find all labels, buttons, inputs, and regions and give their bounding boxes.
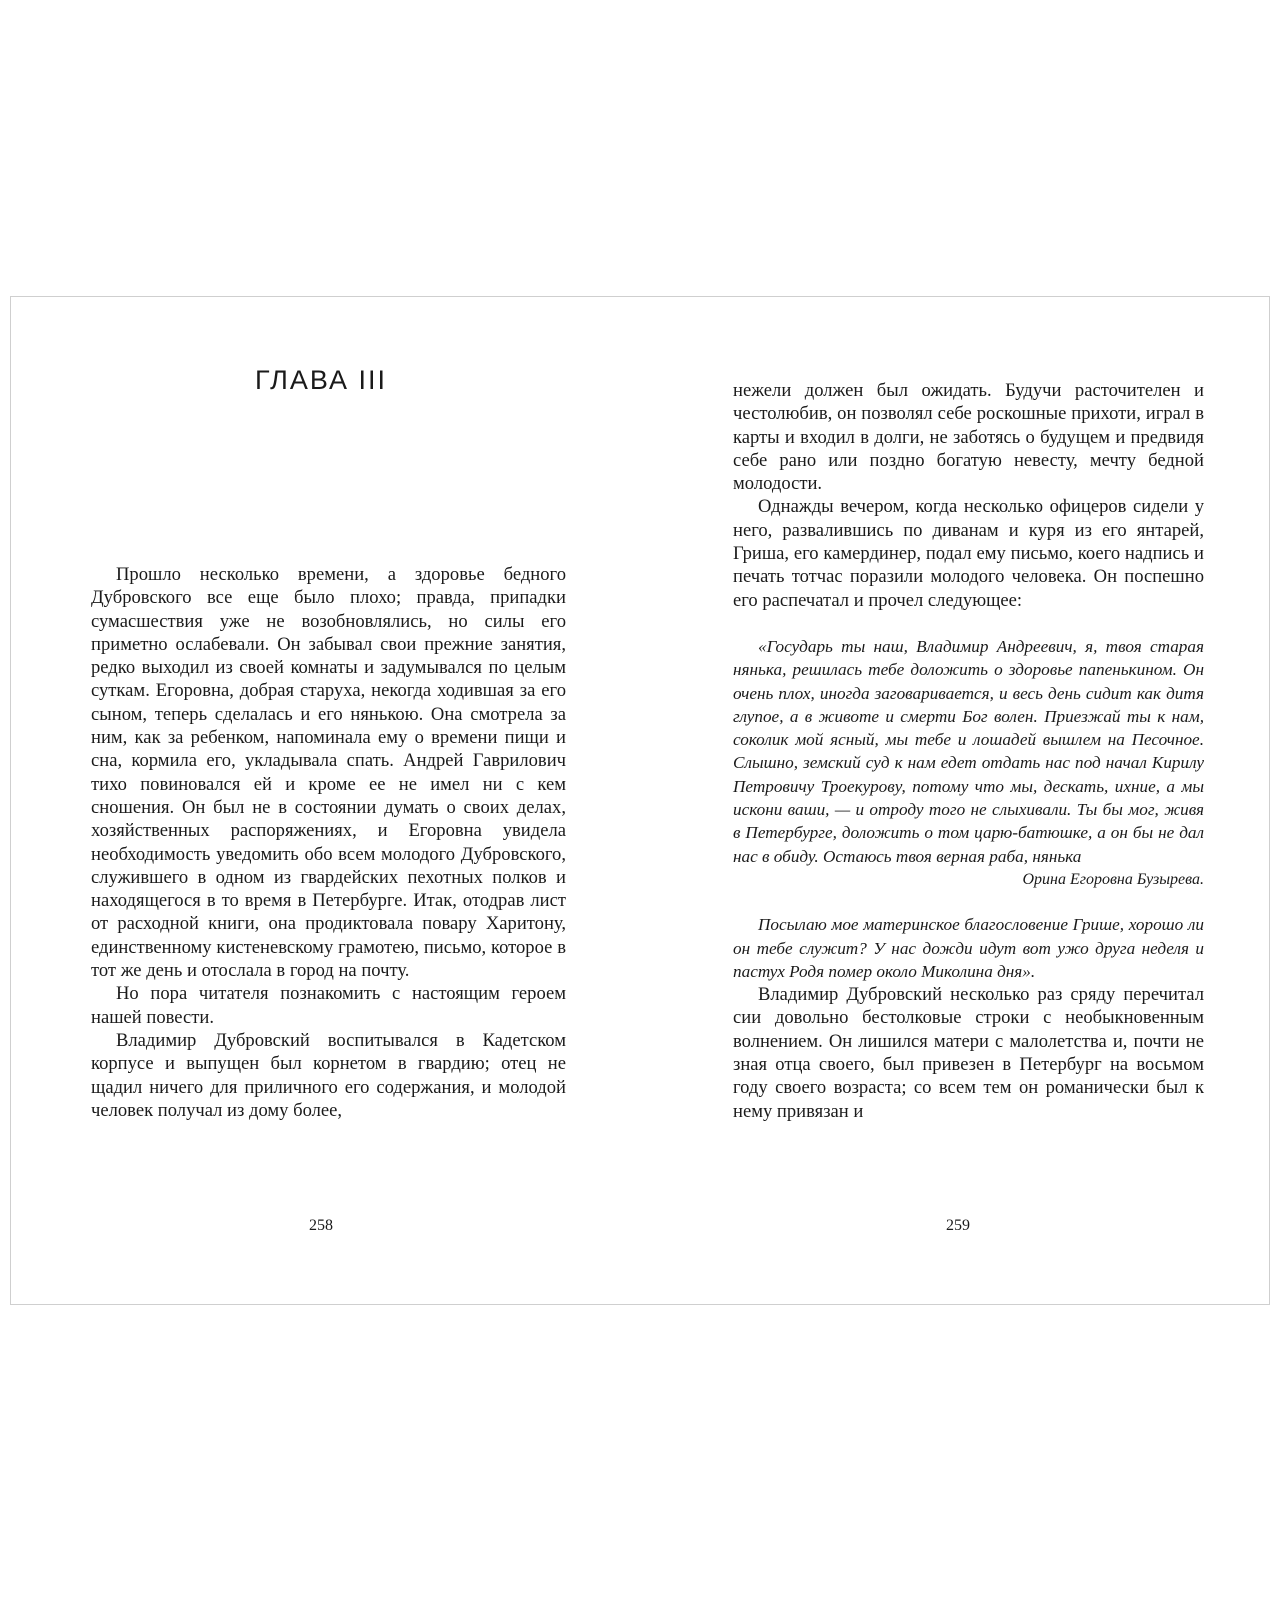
paragraph: Однажды вечером, когда несколько офицеров сидели у него, развалившись по диванам и куря из его янтарей, Гриша, его камердинер, подал ему письмо, коего надпись и печать тотчас поразили молодого человека. Он поспешно его распечатал и прочел следующее: bbox=[733, 496, 1204, 611]
letter-postscript bbox=[733, 913, 1204, 983]
left-page bbox=[11, 297, 641, 1304]
page-number-right: 259 bbox=[946, 1217, 970, 1234]
letter-signature: Орина Егоровна Бузырева. bbox=[1022, 870, 1204, 888]
right-page-text bbox=[733, 379, 1204, 1123]
paragraph: Владимир Дубровский воспитывался в Кадетском корпусе и выпущен был корнетом в гвардию; отец не щадил ничего для приличного его содержания, и молодой человек получал из дому более, bbox=[91, 1029, 566, 1121]
chapter-title: ГЛАВА III bbox=[255, 365, 387, 395]
paragraph: Владимир Дубровский несколько раз сряду перечитал сии довольно бестолковые строки с необыкновенным волнением. Он лишился матери с малолетства и, почти не зная отца своего, был привезен в Петербург на восьмом году своего возраста; со всем тем он романически был к нему привязан и bbox=[733, 984, 1204, 1122]
paragraph-continuation: нежели должен был ожидать. Будучи расточителен и честолюбив, он позволял себе роскошные прихоти, играл в карты и входил в долги, не заботясь о будущем и предвидя себе рано или поздно богатую невесту, мечту бедной молодости. bbox=[733, 380, 1204, 495]
letter-body: «Государь ты наш, Владимир Андреевич, я, твоя старая нянька, решилась тебе доложить о здоровье папенькином. Он очень плох, иногда заговаривается, и весь день сидит как дитя глупое, а в животе и смерти Бог волен. Приезжай ты к нам, соколик мой ясный, мы тебе и лошадей вышлем на Песочное. Слышно, земский суд к нам едет отдать нас под начал Кирилу Петровичу Троекурову, потому что мы, дескать, ихние, а мы искони ваши, — и отроду того не слыхивали. Ты бы мог, живя в Петербурге, доложить о том царю-батюшке, а он бы не дал нас в обиду. Остаюсь твоя верная раба, нянька bbox=[733, 636, 1204, 866]
postscript-text: Посылаю мое материнское благословение Грише, хорошо ли он тебе служит? У нас дожди идут вот ужо друга неделя и пастух Родя помер около Миколина дня». bbox=[733, 915, 1204, 981]
right-page bbox=[641, 297, 1271, 1304]
page-number-left: 258 bbox=[309, 1217, 333, 1234]
letter-quote bbox=[733, 635, 1204, 891]
paragraph: Прошло несколько времени, а здоровье бедного Дубровского все еще было плохо; правда, припадки сумасшествия уже не возобновлялись, но силы его приметно ослабевали. Он забывал свои прежние занятия, редко выходил из своей комнаты и задумывался по целым суткам. Егоровна, добрая старуха, некогда ходившая за его сыном, теперь сделалась и его нянькою. Она смотрела за ним, как за ребенком, напоминала ему о времени пищи и сна, кормила его, укладывала спать. Андрей Гаврилович тихо повиновался ей и кроме ее не имел ни с кем сношения. Он был не в состоянии думать о своих делах, хозяйственных распоряжениях, и Егоровна увидела необходимость уведомить обо всем молодого Дубровского, служившего в одном из гвардейских пехотных полков и находящегося в то время в Петербурге. Итак, отодрав лист от расходной книги, она продиктовала повару Харитону, единственному кистеневскому грамотею, письмо, которое в тот же день и отослала в город на почту. bbox=[91, 564, 566, 982]
paragraph: Но пора читателя познакомить с настоящим героем нашей повести. bbox=[91, 983, 566, 1028]
book-spread bbox=[10, 296, 1270, 1305]
left-page-text bbox=[91, 563, 566, 1122]
